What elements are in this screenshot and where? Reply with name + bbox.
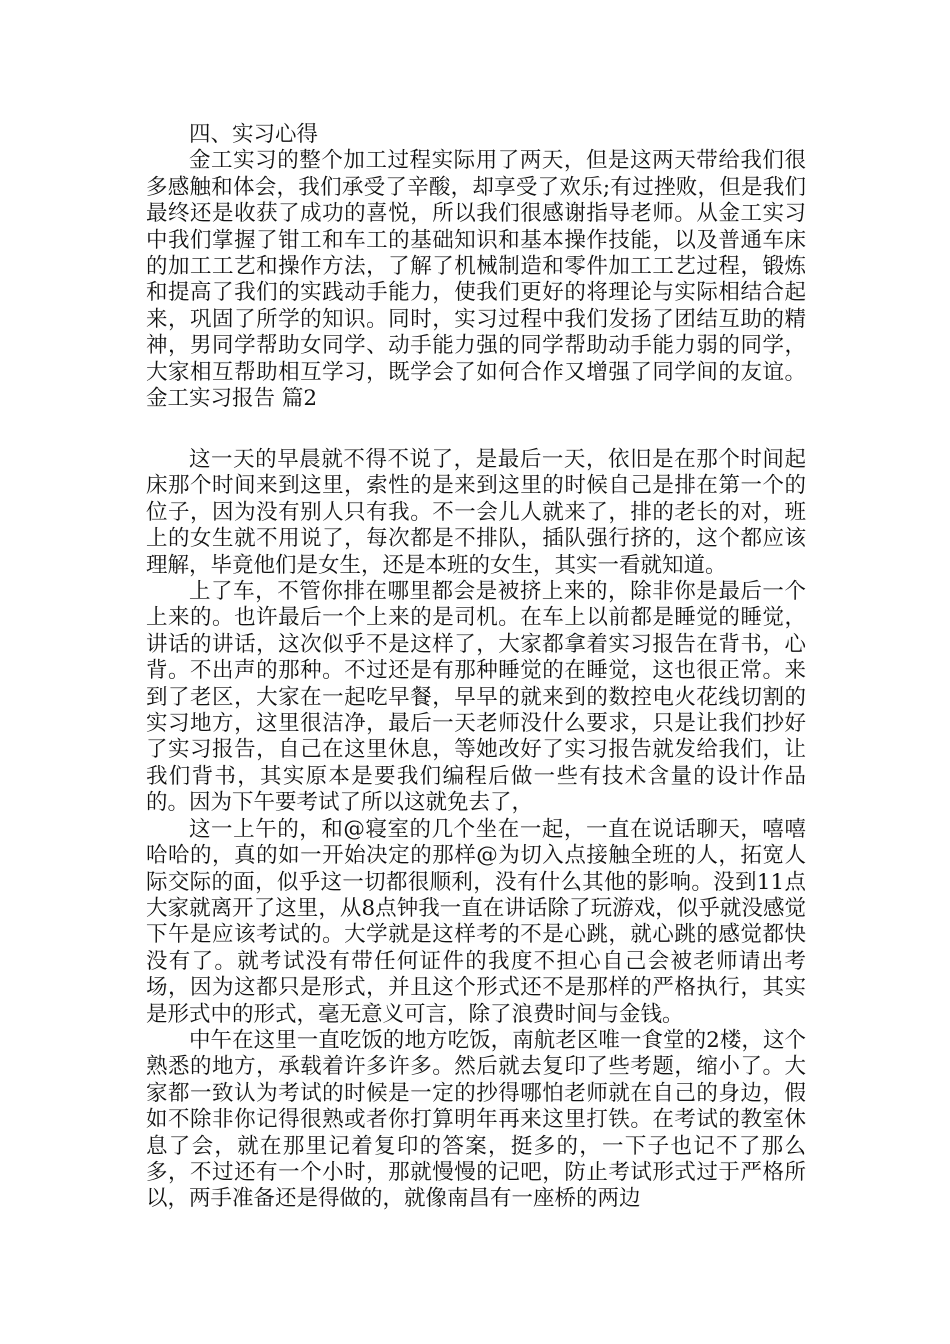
body-paragraph: 这一天的早晨就不得不说了，是最后一天，依旧是在那个时间起床那个时间来到这里，索性的是来到这里的时候自己是排在第一个的位子，因为没有别人只有我。不一会儿人就来了，排的老长的对，班上的女生就不用说了，每次都是不排队，插队强行挤的，这个都应该理解，毕竟他们是女生，还是本班的女生，其实一看就知道。 [146, 447, 806, 578]
body-paragraph: 中午在这里一直吃饭的地方吃饭，南航老区唯一食堂的2楼，这个熟悉的地方，承载着许多许多。然后就去复印了些考题，缩小了。大家都一致认为考试的时候是一定的抄得哪怕老师就在自己的身边，假如不除非你记得很熟或者你打算明年再来这里打铁。在考试的教室休息了会，就在那里记着复印的答案，挺多的，一下子也记不了那么多，不过还有一个小时，那就慢慢的记吧，防止考试形式过于严格所以，两手准备还是得做的，就像南昌有一座桥的两边 [146, 1027, 806, 1212]
body-paragraph: 金工实习的整个加工过程实际用了两天，但是这两天带给我们很多感触和体会，我们承受了辛酸，却享受了欢乐;有过挫败，但是我们最终还是收获了成功的喜悦，所以我们很感谢指导老师。从金工实习中我们掌握了钳工和车工的基础知识和基本操作技能，以及普通车床的加工工艺和操作方法，了解了机械制造和零件加工工艺过程，锻炼和提高了我们的实践动手能力，使我们更好的将理论与实际相结合起来，巩固了所学的知识。同时，实习过程中我们发扬了团结互助的精神，男同学帮助女同学、动手能力强的同学帮助动手能力弱的同学，大家相互帮助相互学习，既学会了如何合作又增强了同学间的友谊。金工实习报告 篇2 [146, 148, 806, 412]
section-heading: 四、实习心得 [189, 122, 319, 147]
section-internship-experience [146, 122, 806, 412]
body-paragraph: 上了车，不管你排在哪里都会是被挤上来的，除非你是最后一个上来的。也许最后一个上来的是司机。在车上以前都是睡觉的睡觉，讲话的讲话，这次似乎不是这样了，大家都拿着实习报告在背书，心背。不出声的那种。不过还是有那种睡觉的在睡觉，这也很正常。来到了老区，大家在一起吃早餐，早早的就来到的数控电火花线切割的实习地方，这里很洁净，最后一天老师没什么要求，只是让我们抄好了实习报告，自己在这里休息，等她改好了实习报告就发给我们，让我们背书，其实原本是要我们编程后做一些有技术含量的设计作品的。因为下午要考试了所以这就免去了， [146, 579, 806, 816]
section-report-part-2 [146, 447, 806, 1213]
body-paragraph: 这一上午的，和@寝室的几个坐在一起，一直在说话聊天，嘻嘻哈哈的，真的如一开始决定的那样@为切入点接触全班的人，拓宽人际交际的面，似乎这一切都很顺利，没有什么其他的影响。没到11点大家就离开了这里，从8点钟我一直在讲话除了玩游戏，似乎就没感觉下午是应该考试的。大学就是这样考的不是心跳，就心跳的感觉都快没有了。就考试没有带任何证件的我度不担心自己会被老师请出考场，因为这都只是形式，并且这个形式还不是那样的严格执行，其实是形式中的形式，毫无意义可言，除了浪费时间与金钱。 [146, 816, 806, 1027]
